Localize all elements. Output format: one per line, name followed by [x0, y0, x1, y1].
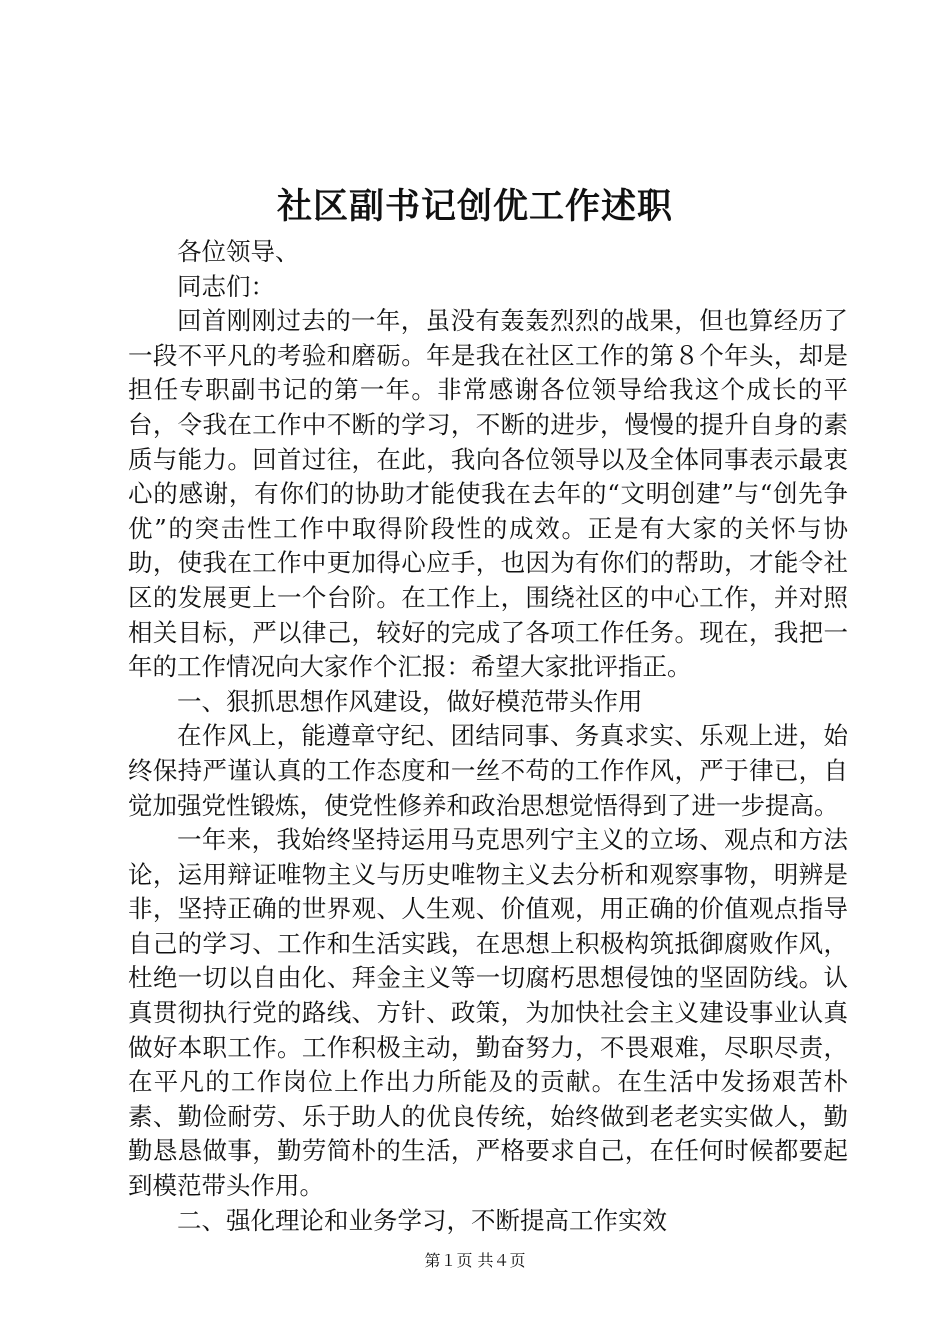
body-paragraph: 回首刚刚过去的一年，虽没有轰轰烈烈的战果，但也算经历了一段不平凡的考验和磨砺。年是我在社区工作的第８个年头，却是担任专职副书记的第一年。非常感谢各位领导给我这个成长的平台，令我在工作中不断的学习，不断的进步，慢慢的提升自身的素质与能力。回首过往，在此，我向各位领导以及全体同事表示最衷心的感谢，有你们的协助才能使我在去年的“文明创建”与“创先争优”的突击性工作中取得阶段性的成效。正是有大家的关怀与协助，使我在工作中更加得心应手，也因为有你们的帮助，才能令社区的发展更上一个台阶。在工作上，围绕社区的中心工作，并对照相关目标，严以律己，较好的完成了各项工作任务。现在，我把一年的工作情况向大家作个汇报：希望大家批评指正。: [128, 306, 848, 682]
body-paragraph: 在作风上，能遵章守纪、团结同事、务真求实、乐观上进，始终保持严谨认真的工作态度和一丝不苟的工作作风，严于律已，自觉加强党性锻炼，使党性修养和政治思想觉悟得到了进一步提高。: [128, 721, 848, 820]
section-heading: 二、强化理论和业务学习，不断提高工作实效: [177, 1205, 667, 1235]
salutation-line: 各位领导、: [177, 237, 300, 266]
salutation-line: 同志们：: [177, 271, 275, 301]
document-body: [128, 235, 848, 1238]
section-heading: 一、狠抓思想作风建设，做好模范带头作用: [177, 686, 643, 716]
document-title: 社区副书记创优工作述职: [276, 186, 673, 227]
page-number-footer: 第１页 共４页: [424, 1251, 526, 1270]
body-paragraph: 一年来，我始终坚持运用马克思列宁主义的立场、观点和方法论，运用辩证唯物主义与历史唯物主义去分析和观察事物，明辨是非，坚持正确的世界观、人生观、价值观，用正确的价值观点指导自己的学习、工作和生活实践，在思想上积极构筑抵御腐败作风，杜绝一切以自由化、拜金主义等一切腐朽思想侵蚀的坚固防线。认真贯彻执行党的路线、方针、政策，为加快社会主义建设事业认真做好本职工作。工作积极主动，勤奋努力，不畏艰难，尽职尽责，在平凡的工作岗位上作出力所能及的贡献。在生活中发扬艰苦朴素、勤俭耐劳、乐于助人的优良传统，始终做到老老实实做人，勤勤恳恳做事，勤劳简朴的生活，严格要求自己，在任何时候都要起到模范带头作用。: [128, 825, 848, 1201]
